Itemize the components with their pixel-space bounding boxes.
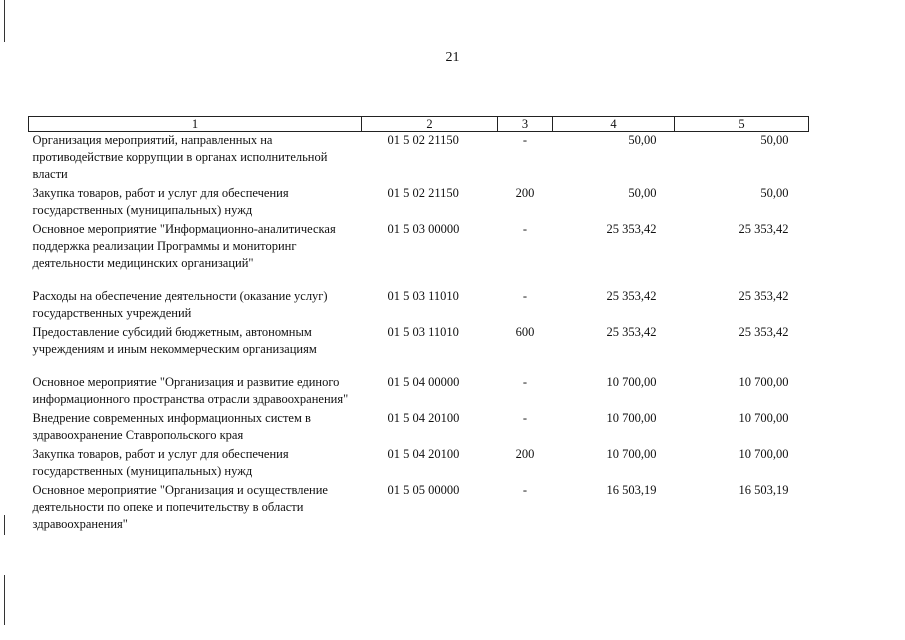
row-sum-2: 10 700,00: [738, 375, 789, 389]
table-header: [29, 117, 809, 132]
row-type: 200: [515, 186, 535, 200]
budget-table-container: [28, 116, 808, 533]
row-code: 01 5 04 20100: [387, 411, 460, 425]
row-code: 01 5 03 00000: [387, 222, 460, 236]
table-row: [29, 374, 809, 410]
header-col-2: 2: [362, 117, 498, 132]
row-sum-2: 25 353,42: [738, 289, 789, 303]
row-sum-2: 10 700,00: [738, 447, 789, 461]
row-sum-2: 25 353,42: [738, 222, 789, 236]
row-name: Предоставление субсидий бюджетным, автономным учреждениям и иным некоммерческим организациям: [32, 325, 317, 356]
row-code: 01 5 02 21150: [387, 186, 459, 200]
row-sum-1: 25 353,42: [606, 325, 657, 339]
row-name: Внедрение современных информационных систем в здравоохранение Ставропольского края: [32, 411, 311, 442]
row-type: -: [522, 133, 528, 147]
row-name: Расходы на обеспечение деятельности (оказание услуг) государственных учреждений: [32, 289, 328, 320]
table-row: [29, 482, 809, 533]
row-sum-1: 50,00: [628, 186, 657, 200]
row-type: 600: [515, 325, 535, 339]
row-name: Основное мероприятие "Организация и развитие единого информационного пространства отрасли здравоохранения": [32, 375, 349, 406]
budget-table: [28, 116, 809, 533]
row-code: 01 5 04 20100: [387, 447, 460, 461]
scan-edge-line: [4, 515, 5, 535]
scan-edge-line: [4, 575, 5, 625]
table-body: [29, 132, 809, 534]
row-name: Закупка товаров, работ и услуг для обеспечения государственных (муниципальных) нужд: [32, 447, 289, 478]
row-sum-2: 50,00: [760, 133, 789, 147]
row-code: 01 5 03 11010: [387, 325, 459, 339]
row-sum-2: 16 503,19: [738, 483, 789, 497]
table-row: [29, 288, 809, 324]
row-sum-2: 50,00: [760, 186, 789, 200]
row-type: -: [522, 375, 528, 389]
row-code: 01 5 05 00000: [387, 483, 460, 497]
header-col-4: 4: [553, 117, 675, 132]
scan-edge-line: [4, 0, 5, 42]
row-sum-2: 10 700,00: [738, 411, 789, 425]
table-row: [29, 410, 809, 446]
row-sum-1: 16 503,19: [606, 483, 657, 497]
row-name: Основное мероприятие "Организация и осуществление деятельности по опеке и попечительству в области здравоохранения": [32, 483, 328, 531]
row-type: -: [522, 222, 528, 236]
row-name: Основное мероприятие "Информационно-аналитическая поддержка реализации Программы и мониторинг деятельности медицинских организаций": [32, 222, 336, 270]
row-code: 01 5 02 21150: [387, 133, 459, 147]
header-col-3: 3: [498, 117, 553, 132]
row-sum-1: 10 700,00: [606, 411, 657, 425]
row-sum-1: 10 700,00: [606, 447, 657, 461]
row-name: Закупка товаров, работ и услуг для обеспечения государственных (муниципальных) нужд: [32, 186, 289, 217]
row-name: Организация мероприятий, направленных на противодействие коррупции в органах исполнительной власти: [32, 133, 328, 181]
table-row: [29, 324, 809, 374]
table-row: [29, 132, 809, 186]
row-sum-1: 25 353,42: [606, 289, 657, 303]
row-type: -: [522, 411, 528, 425]
header-col-5: 5: [675, 117, 809, 132]
table-row: [29, 221, 809, 288]
row-type: 200: [515, 447, 535, 461]
row-code: 01 5 03 11010: [387, 289, 459, 303]
row-sum-1: 10 700,00: [606, 375, 657, 389]
table-row: [29, 446, 809, 482]
table-row: [29, 185, 809, 221]
row-sum-1: 50,00: [628, 133, 657, 147]
row-type: -: [522, 289, 528, 303]
row-code: 01 5 04 00000: [387, 375, 460, 389]
row-type: -: [522, 483, 528, 497]
row-sum-2: 25 353,42: [738, 325, 789, 339]
page-number: 21: [445, 50, 460, 65]
row-sum-1: 25 353,42: [606, 222, 657, 236]
header-row: [29, 117, 809, 132]
header-col-1: 1: [29, 117, 362, 132]
